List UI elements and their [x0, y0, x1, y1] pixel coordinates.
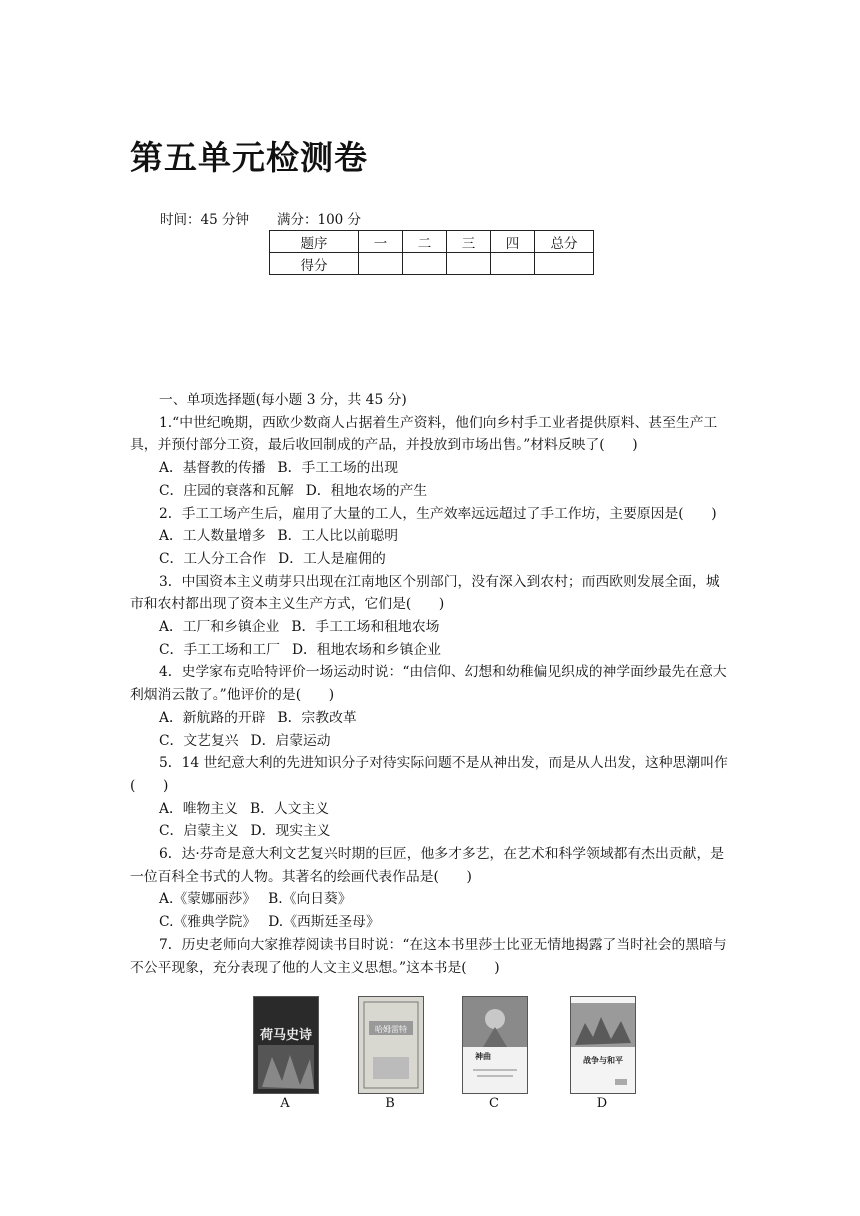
score-cell [535, 253, 594, 275]
option: A．工人数量增多 [159, 528, 266, 545]
option: B．手工工场的出现 [277, 460, 399, 477]
score-cell [359, 253, 403, 275]
exam-time: 时间：45 分钟 [160, 212, 249, 228]
book-cover-image-b [358, 996, 424, 1094]
question-options [130, 480, 732, 503]
question-options [130, 888, 732, 911]
score-row-label: 得分 [270, 253, 359, 275]
option: C.《雅典学院》 [159, 914, 257, 931]
option: C．手工工场和工厂 [159, 641, 280, 658]
question-options [130, 798, 732, 821]
score-header-cell: 总分 [535, 231, 594, 253]
figure-label-d: D [596, 1096, 608, 1111]
option: D．工人是雇佣的 [278, 550, 386, 567]
option: D．启蒙运动 [250, 732, 331, 749]
score-header-cell: 一 [359, 231, 403, 253]
question-options [130, 707, 732, 730]
score-table-header-row [270, 231, 594, 253]
book-cover-image-d [570, 996, 636, 1094]
score-header-cell: 三 [447, 231, 491, 253]
option: C．启蒙主义 [159, 823, 239, 840]
question-options [130, 639, 732, 662]
question-options [130, 457, 732, 480]
exam-full-score: 满分：100 分 [276, 212, 362, 228]
option: C．庄园的衰落和瓦解 [159, 482, 294, 499]
option: B．手工工场和租地农场 [291, 619, 440, 636]
score-header-cell: 四 [491, 231, 535, 253]
score-cell [491, 253, 535, 275]
option: B．宗教改革 [277, 709, 357, 726]
option: A．新航路的开辟 [159, 709, 266, 726]
question-options [130, 730, 732, 753]
question-options [130, 548, 732, 571]
question-stem: 3．中国资本主义萌芽只出现在江南地区个别部门，没有深入到农村；而西欧则发展全面，城市和农村都出现了资本主义生产方式，它们是( ) [130, 573, 720, 613]
score-cell [447, 253, 491, 275]
question-stem: 4．史学家布克哈特评价一场运动时说：“由信仰、幻想和幼稚偏见织成的神学面纱最先在意大利烟消云散了。”他评价的是( ) [130, 664, 727, 704]
cover-d-text: 战争与和平 [583, 1056, 623, 1065]
question-stem: 7．历史老师向大家推荐阅读书目时说：“在这本书里莎士比亚无情地揭露了当时社会的黑暗与不公平现象，充分表现了他的人文主义思想。”这本书是( ) [130, 936, 727, 976]
score-header-cell: 题序 [270, 231, 359, 253]
option: C．工人分工合作 [159, 550, 267, 567]
cover-a-text: 荷马史诗 [259, 1028, 313, 1043]
question-section [130, 389, 732, 979]
option: A．唯物主义 [159, 800, 238, 817]
figure-label-b: B [385, 1096, 395, 1111]
option: D．租地农场和乡镇企业 [291, 641, 441, 658]
question-options [130, 911, 732, 934]
question-stem: 5．14 世纪意大利的先进知识分子对待实际问题不是从神出发，而是从人出发，这种思潮叫作( ) [130, 755, 728, 794]
book-cover-image-c [462, 996, 528, 1094]
option: B．工人比以前聪明 [277, 528, 399, 545]
option: A．基督教的传播 [159, 460, 266, 477]
option: B.《向日葵》 [268, 891, 352, 908]
figure-label-c: C [489, 1096, 499, 1111]
option: A.《蒙娜丽莎》 [159, 891, 257, 908]
option: D.《西斯廷圣母》 [268, 914, 380, 931]
score-header-cell: 二 [403, 231, 447, 253]
page-title: 第五单元检测卷 [130, 138, 368, 177]
question-stem: 6．达·芬奇是意大利文艺复兴时期的巨匠，他多才多艺，在艺术和科学领域都有杰出贡献，是一位百科全书式的人物。其著名的绘画代表作品是( ) [130, 846, 725, 885]
section-title: 一、单项选择题(每小题 3 分，共 45 分) [159, 392, 407, 408]
question-options [130, 525, 732, 548]
question-options [130, 616, 732, 639]
option: D．租地农场的产生 [305, 482, 428, 499]
question-stem: 1.“中世纪晚期，西欧少数商人占据着生产资料，他们向乡村手工业者提供原料、甚至生产工具，并预付部分工资，最后收回制成的产品，并投放到市场出售。”材料反映了( ) [130, 414, 718, 454]
option: C．文艺复兴 [159, 732, 239, 749]
score-table [269, 230, 594, 275]
option: B．人文主义 [249, 800, 330, 817]
option: D．现实主义 [250, 823, 331, 840]
book-cover-figures [0, 996, 860, 1116]
book-cover-image-a [253, 996, 319, 1094]
question-stem: 2．手工工场产生后，雇用了大量的工人，生产效率远远超过了手工作坊，主要原因是( ) [159, 505, 717, 522]
exam-meta [160, 208, 361, 228]
figure-label-a: A [280, 1096, 290, 1111]
cover-b-text: 哈姆雷特 [375, 1025, 407, 1034]
score-cell [403, 253, 447, 275]
cover-c-text: 神曲 [475, 1052, 491, 1061]
score-table-score-row [270, 253, 594, 275]
question-options [130, 820, 732, 843]
option: A．工厂和乡镇企业 [159, 619, 280, 636]
